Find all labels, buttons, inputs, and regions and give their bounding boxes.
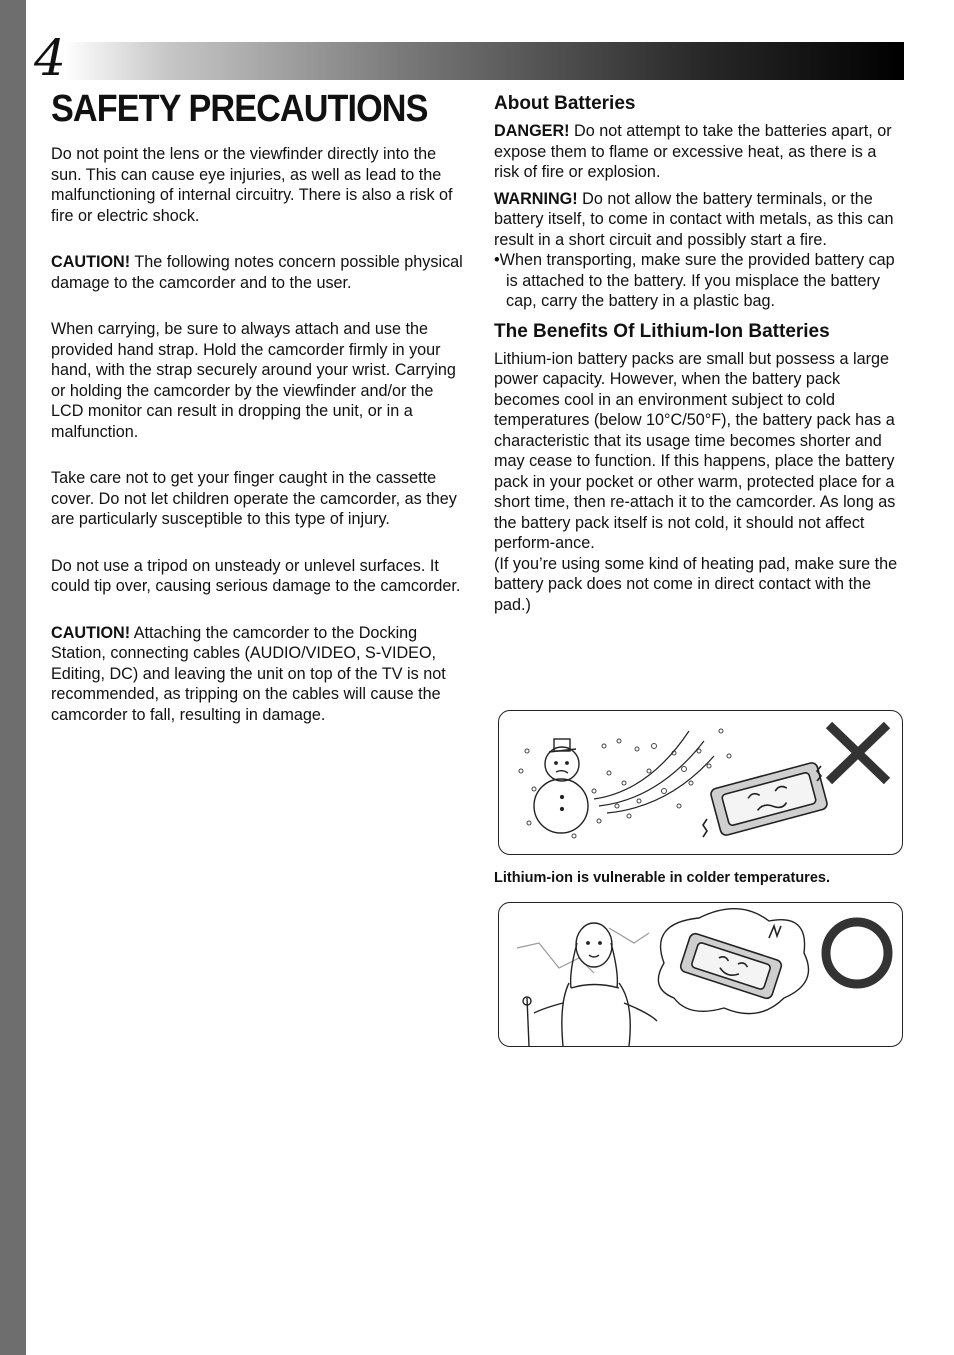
side-bar: [0, 0, 26, 1355]
caution-paragraph: [51, 252, 466, 293]
left-column: [51, 144, 466, 725]
tripod-paragraph: Do not use a tripod on unsteady or unlevel surfaces. It could tip over, causing serious damage to the camcorder.: [51, 556, 461, 595]
snowflakes: [519, 729, 731, 838]
caution-label: CAUTION!: [51, 253, 131, 271]
warning-paragraph: [494, 189, 904, 251]
page-number: 4: [34, 29, 66, 87]
snowman-icon: [534, 739, 588, 833]
cassette-cover-paragraph: Take care not to get your finger caught in the cassette cover. Do not let children operate the camcorder, as they are particularly susceptible to this type of injury.: [51, 469, 457, 528]
benefits-paragraph: Lithium-ion battery packs are small but possess a large power capacity. However, when the battery pack becomes cool in an environment subject to cold temperatures (below 10°C/50°F), the battery pack has a characteristic that its usage time becomes shorter and may cease to function. If this happens, place the battery pack in your pocket or other warm, protected place for a short time, then re-attach it to the camcorder. As long as the battery pack itself is not cold, it should not affect perform-ance.: [494, 349, 896, 552]
warning-text: Do not allow the battery terminals, or the battery itself, to come in contact with metals, as this can result in a short circuit and possibly start a fire.: [494, 189, 894, 249]
danger-text: Do not attempt to take the batteries apart, or expose them to flame or excessive heat, as there is a risk of fire or explosion.: [494, 122, 892, 181]
battery-icon: [703, 762, 828, 837]
mountains: [517, 943, 594, 973]
about-batteries-heading: About Batteries: [494, 93, 636, 114]
danger-paragraph: [494, 121, 904, 183]
hand-strap-paragraph: When carrying, be sure to always attach and use the provided hand strap. Hold the camcorder firmly in your hand, with the strap securely around your wrist. Carrying or holding the camcorder by the viewfinder and/or the LCD monitor can result in dropping the unit, or in a malfunction.: [51, 320, 456, 441]
header-gradient-bar: [64, 42, 904, 80]
circle-mark-icon: [826, 922, 888, 984]
page-title: SAFETY PRECAUTIONS: [51, 88, 428, 130]
docking-caution-text: Attaching the camcorder to the Docking Station, connecting cables (AUDIO/VIDEO, S-VIDEO, Editing, DC) and leaving the unit on top of the TV is not recommended, as tripping on the cables will cause the camcorder to fall, resulting in damage.: [51, 623, 446, 724]
right-column: [494, 92, 904, 615]
sun-warning-paragraph: Do not point the lens or the viewfinder directly into the sun. This can cause eye injuries, as well as lead to the malfunctioning of internal circuitry. There is also a risk of fire or electric shock.: [51, 145, 453, 225]
cross-mark-icon: [829, 725, 887, 781]
docking-caution-label: CAUTION!: [51, 623, 131, 642]
heating-pad-paragraph: (If you’re using some kind of heating pad, make sure the battery pack does not come in direct contact with the pad.): [494, 554, 898, 614]
illustration-caption: Lithium-ion is vulnerable in colder temperatures.: [494, 870, 830, 886]
warning-label: WARNING!: [494, 189, 578, 208]
warm-battery-illustration: [498, 902, 903, 1047]
docking-caution-paragraph: [51, 623, 466, 726]
benefits-heading: The Benefits Of Lithium-Ion Batteries: [494, 320, 830, 342]
danger-label: DANGER!: [494, 122, 570, 140]
caution-text: The following notes concern possible physical damage to the camcorder and to the user.: [51, 253, 463, 292]
transport-bullet: •When transporting, make sure the provided battery cap is attached to the battery. If you misplace the battery cap, carry the battery in a plastic bag.: [494, 251, 895, 310]
cold-battery-illustration: [498, 710, 903, 855]
